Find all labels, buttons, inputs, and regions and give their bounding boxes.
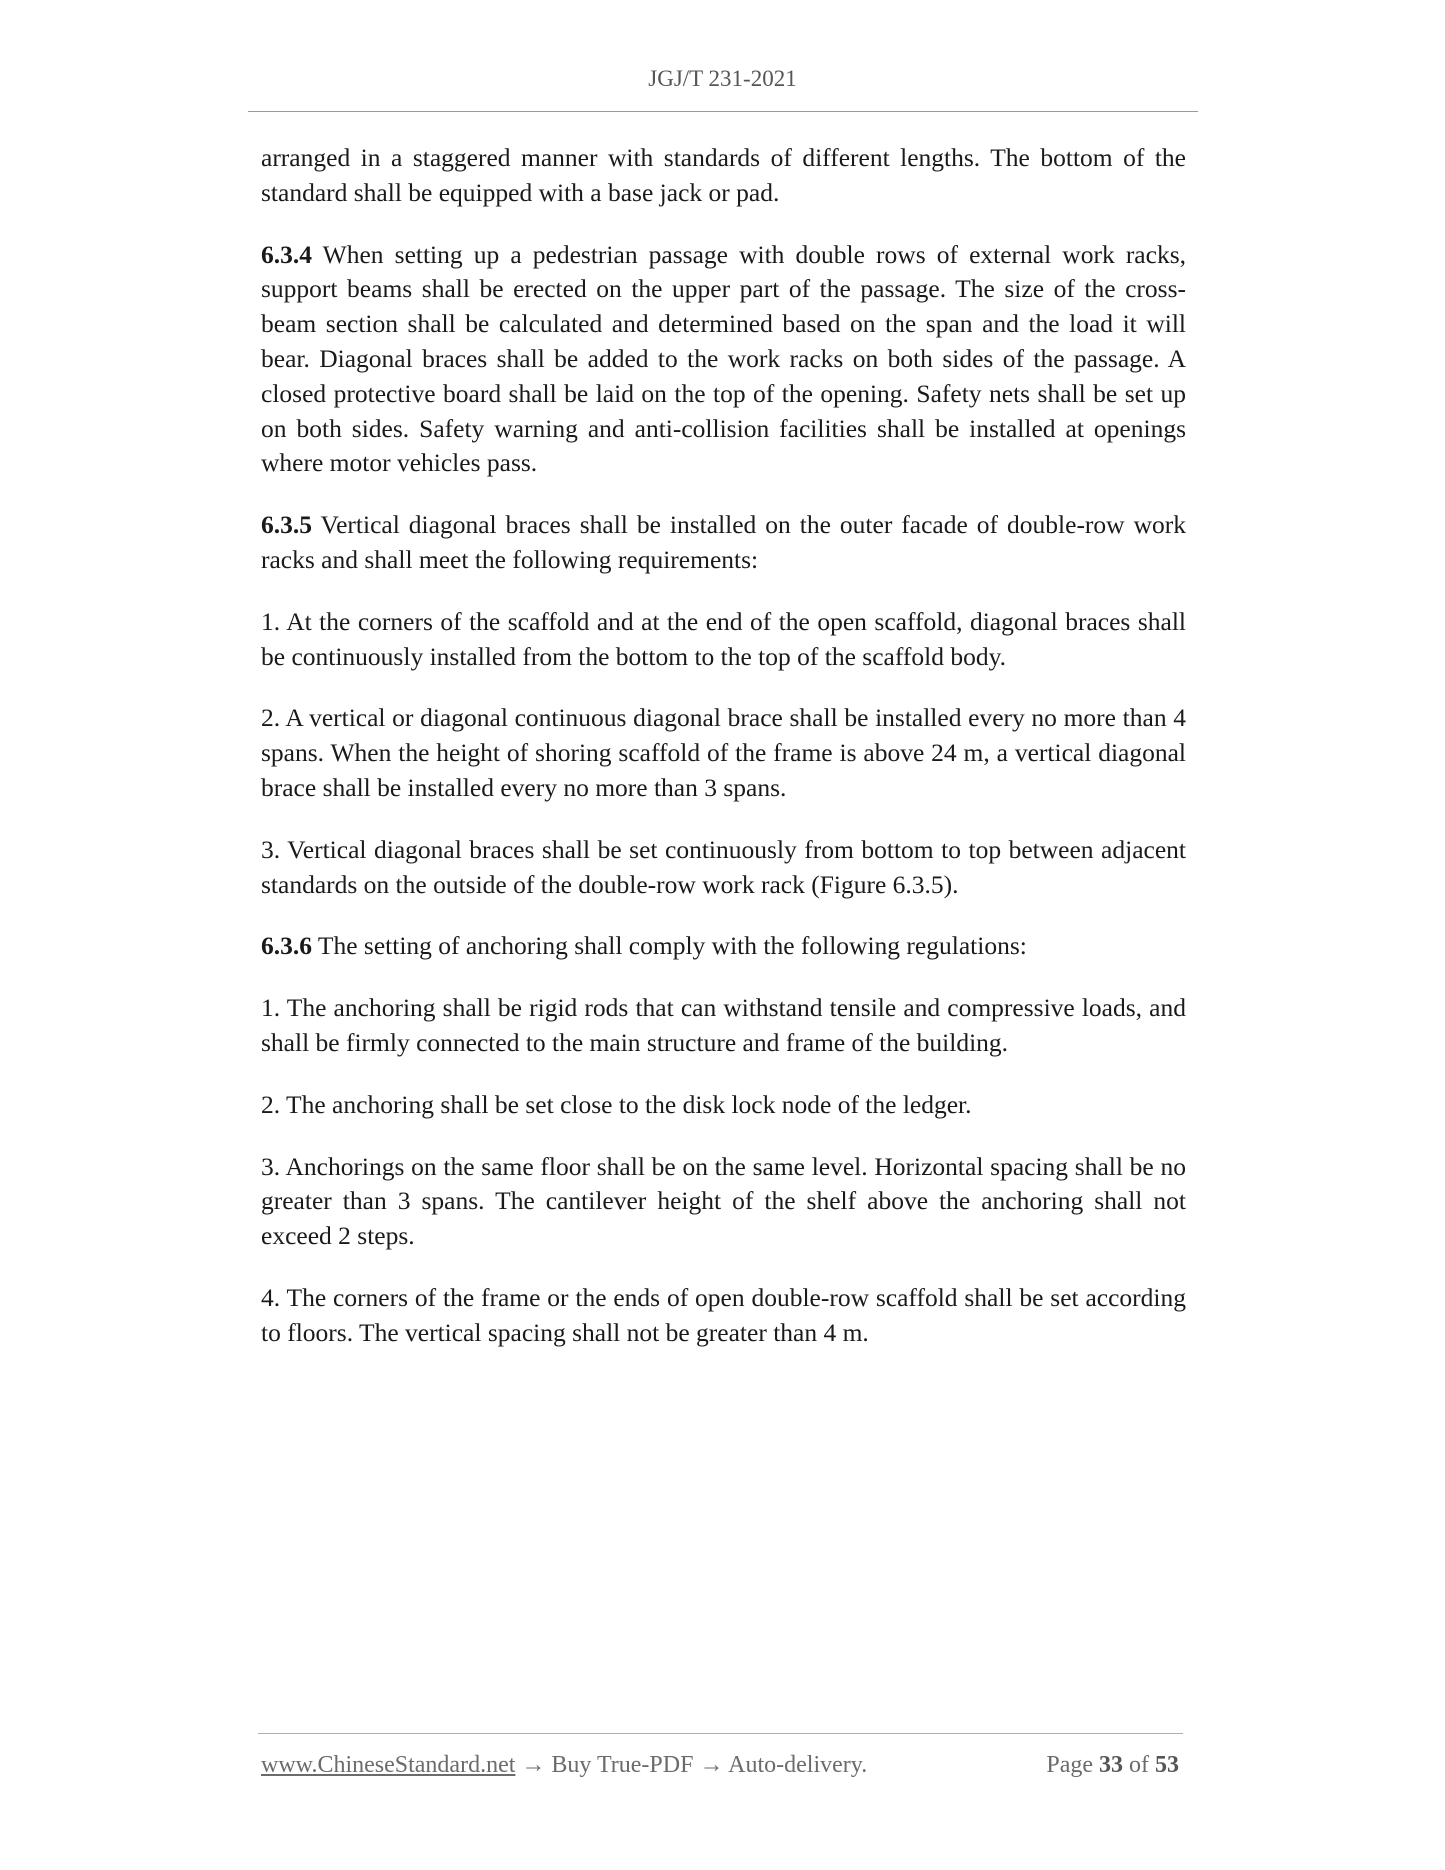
paragraph [261,141,1186,211]
chinesestandard-link[interactable]: www.ChineseStandard.net [261,1752,516,1778]
arrow-right-icon: → [521,1752,546,1778]
paragraph-text: When setting up a pedestrian passage with double rows of external work racks, support beams shall be erected on the upper part of the passage. The size of the cross-beam section shall be calculated and determined based on the span and the load it will bear. Diagonal braces shall be added to the work racks on both sides of the passage. A closed protective board shall be laid on the top of the opening. Safety nets shall be set up on both sides. Safety warning and anti-collision facilities shall be installed at openings where motor vehicles pass. [261,239,1186,478]
paragraph-text: Vertical diagonal braces shall be installed on the outer facade of double-row work racks and shall meet the following requirements: [261,510,1186,574]
clause-number: 6.3.5 [261,510,312,540]
paragraph-text: 3. Vertical diagonal braces shall be set continuously from bottom to top between adjacent standards on the outside of the double-row work rack (Figure 6.3.5). [261,834,1186,899]
paragraph-text: 4. The corners of the frame or the ends of open double-row scaffold shall be set according to floors. The vertical spacing shall not be greater than 4 m. [261,1282,1186,1347]
page-footer [261,1752,1179,1779]
paragraph [261,605,1186,675]
header-divider [248,111,1198,112]
buy-true-pdf-text: Buy True-PDF [551,1752,694,1778]
paragraph [261,1281,1186,1351]
page-label: Page [1046,1752,1093,1778]
clause-number: 6.3.6 [261,931,312,961]
page-of-label: of [1129,1752,1149,1778]
paragraph-text: 1. At the corners of the scaffold and at the end of the open scaffold, diagonal braces shall be continuously installed from the bottom to the top of the scaffold body. [261,606,1186,671]
paragraph [261,833,1186,903]
paragraph-text: 2. The anchoring shall be set close to the disk lock node of the ledger. [261,1089,972,1119]
paragraph [261,929,1186,964]
page-number [1046,1752,1179,1779]
document-code-header: JGJ/T 231-2021 [648,66,797,91]
footer-promo [261,1752,867,1779]
footer-divider [258,1733,1183,1734]
paragraph [261,1088,1186,1123]
paragraph-text: 3. Anchorings on the same floor shall be on the same level. Horizontal spacing shall be no greater than 3 spans. The cantilever height of the shelf above the anchoring shall not exceed 2 steps. [261,1151,1186,1251]
auto-delivery-text: Auto-delivery. [728,1752,868,1778]
paragraph-text: 2. A vertical or diagonal continuous diagonal brace shall be installed every no more than 4 spans. When the height of shoring scaffold of the frame is above 24 m, a vertical diagonal brace shall be installed every no more than 3 spans. [261,703,1186,802]
page-total: 53 [1155,1752,1179,1778]
arrow-right-icon: → [699,1752,724,1778]
paragraph [261,701,1186,805]
paragraph [261,991,1186,1061]
paragraph-text: arranged in a staggered manner with standards of different lengths. The bottom of the standard shall be equipped with a base jack or pad. [261,143,1186,207]
paragraph-text: 1. The anchoring shall be rigid rods that can withstand tensile and compressive loads, and shall be firmly connected to the main structure and frame of the building. [261,993,1186,1057]
paragraph-text: The setting of anchoring shall comply with the following regulations: [312,931,1027,961]
paragraph [261,508,1186,578]
clause-number: 6.3.4 [261,239,312,269]
page-current: 33 [1099,1752,1123,1778]
document-body [261,141,1186,1378]
paragraph [261,238,1186,482]
paragraph [261,1150,1186,1254]
